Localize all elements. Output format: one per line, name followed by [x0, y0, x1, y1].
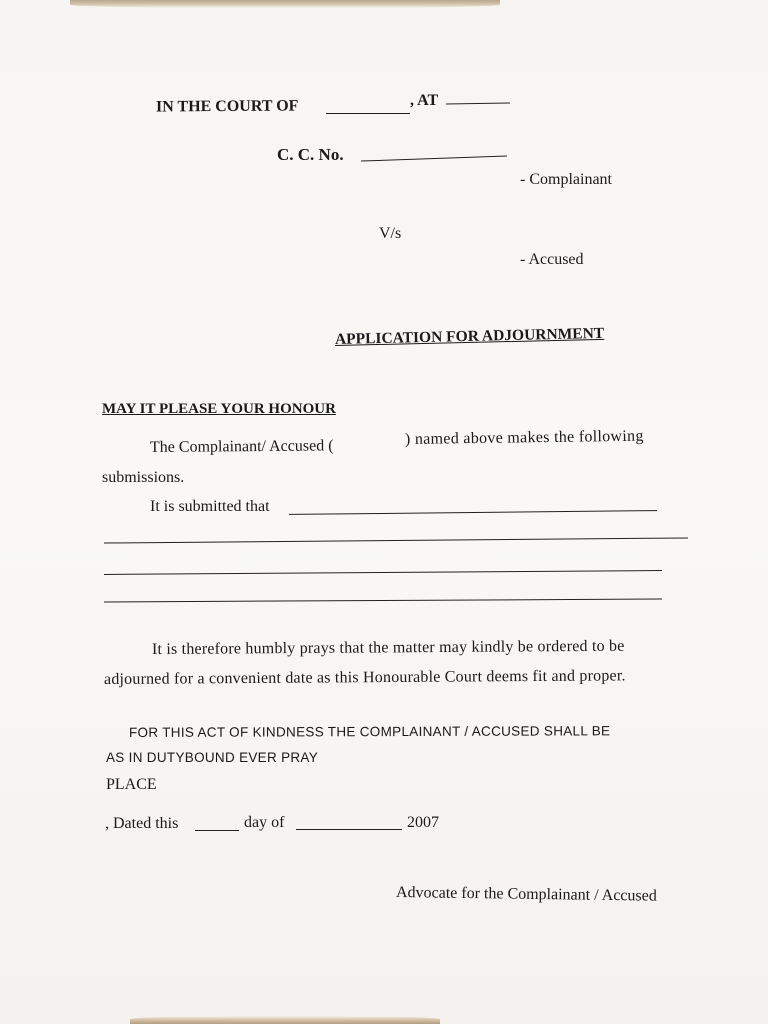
court-at-label: , AT — [410, 92, 439, 109]
place-label: PLACE — [106, 776, 157, 793]
submission-label: It is submitted that — [150, 498, 270, 515]
accused-label: - Accused — [520, 251, 584, 268]
intro-part3: submissions. — [102, 469, 185, 486]
paper-edge-top — [70, 0, 500, 8]
submission-blank-1 — [289, 510, 657, 515]
complainant-label: - Complainant — [520, 171, 612, 188]
day-of-label: day of — [244, 814, 285, 831]
dated-prefix: , Dated this — [105, 815, 179, 832]
advocate-signature-line: Advocate for the Complainant / Accused — [395, 884, 657, 905]
application-heading: APPLICATION FOR ADJOURNMENT — [334, 324, 605, 348]
submission-blank-4 — [104, 599, 662, 603]
month-blank — [296, 829, 402, 830]
versus-label: V/s — [379, 225, 402, 242]
intro-part2: ) named above makes the following — [404, 427, 644, 448]
day-blank — [195, 830, 239, 831]
court-prefix: IN THE COURT OF — [155, 97, 299, 116]
prayer-line-2: adjourned for a convenient date as this Honourable Court deems fit and proper. — [103, 667, 626, 688]
paper-edge-bottom — [130, 1016, 440, 1024]
intro-part1: The Complainant/ Accused ( — [149, 437, 334, 456]
submission-blank-3 — [104, 570, 662, 575]
court-name-blank — [326, 113, 410, 114]
year-label: 2007 — [407, 814, 439, 831]
prayer-line-1: It is therefore humbly prays that the matter may kindly be ordered to be — [151, 637, 625, 658]
submission-blank-2 — [104, 537, 688, 543]
kindness-line-1: FOR THIS ACT OF KINDNESS THE COMPLAINANT / ACCUSED SHALL BE — [128, 723, 611, 740]
salutation: MAY IT PLEASE YOUR HONOUR — [102, 401, 336, 417]
kindness-line-2: AS IN DUTYBOUND EVER PRAY — [106, 750, 319, 765]
cc-number-blank — [361, 155, 507, 161]
cc-number-label: C. C. No. — [277, 145, 344, 164]
court-place-blank — [446, 102, 510, 104]
